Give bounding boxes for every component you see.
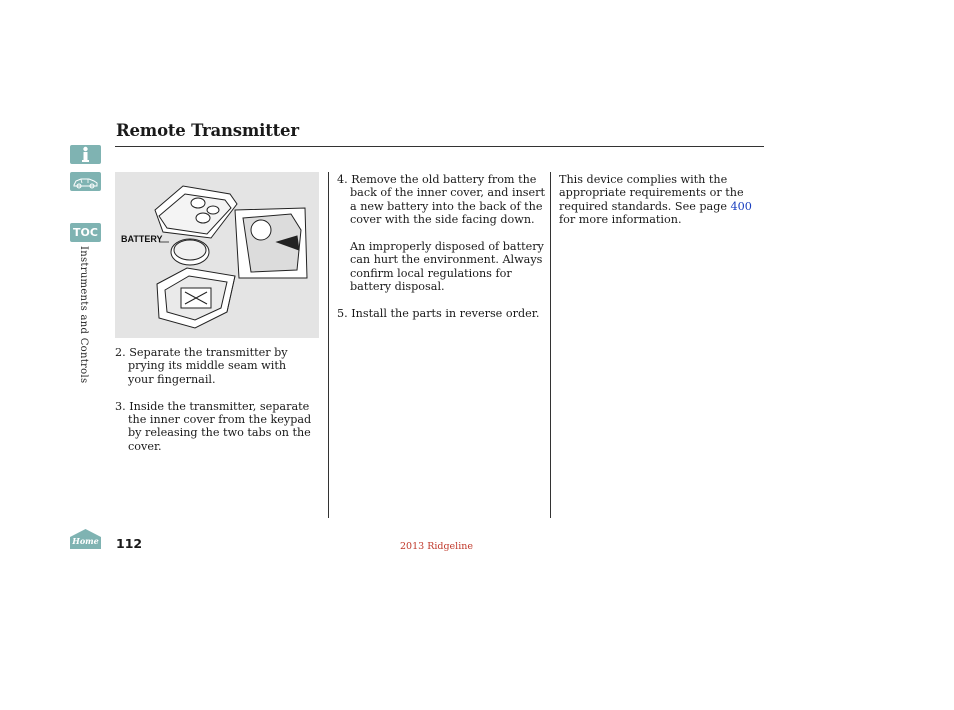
column-3 xyxy=(559,173,763,240)
page-number: 112 xyxy=(116,536,143,551)
step-3: 3. Inside the transmitter, separate the inner cover from the keypad by releasing the two tabs on the cover. xyxy=(115,399,312,453)
page-title: Remote Transmitter xyxy=(116,121,299,140)
step-5: 5. Install the parts in reverse order. xyxy=(337,307,540,321)
column-divider-1 xyxy=(328,172,329,518)
battery-warning: An improperly disposed of battery can hurt the environment. Always confirm local regulations for battery disposal. xyxy=(350,240,544,294)
vehicle-index-button[interactable] xyxy=(70,172,101,191)
step-4: 4. Remove the old battery from the back of the inner cover, and insert a new battery into the back of the cover with the side facing down. xyxy=(337,173,546,227)
footer-model: 2013 Ridgeline xyxy=(400,541,473,552)
info-button[interactable] xyxy=(70,145,101,164)
page-400-link[interactable]: 400 xyxy=(730,199,752,213)
battery-label: BATTERY xyxy=(121,234,163,244)
compliance-note: This device complies with the appropriate requirements or the required standards. See page 400 for more information. xyxy=(559,173,752,227)
svg-text:Home: Home xyxy=(72,536,99,546)
column-1 xyxy=(115,346,315,467)
column-divider-2 xyxy=(550,172,551,518)
home-button[interactable] xyxy=(70,529,101,549)
info-icon xyxy=(70,145,101,164)
home-icon xyxy=(70,529,101,549)
toc-button[interactable]: TOC xyxy=(70,223,101,242)
car-icon xyxy=(70,172,101,191)
remote-transmitter-diagram xyxy=(115,172,319,338)
column-2 xyxy=(337,173,545,334)
section-side-label: Instruments and Controls xyxy=(78,246,89,384)
title-rule xyxy=(115,146,764,147)
step-2: 2. Separate the transmitter by prying its middle seam with your fingernail. xyxy=(115,346,288,386)
transmitter-illustration xyxy=(115,172,319,338)
